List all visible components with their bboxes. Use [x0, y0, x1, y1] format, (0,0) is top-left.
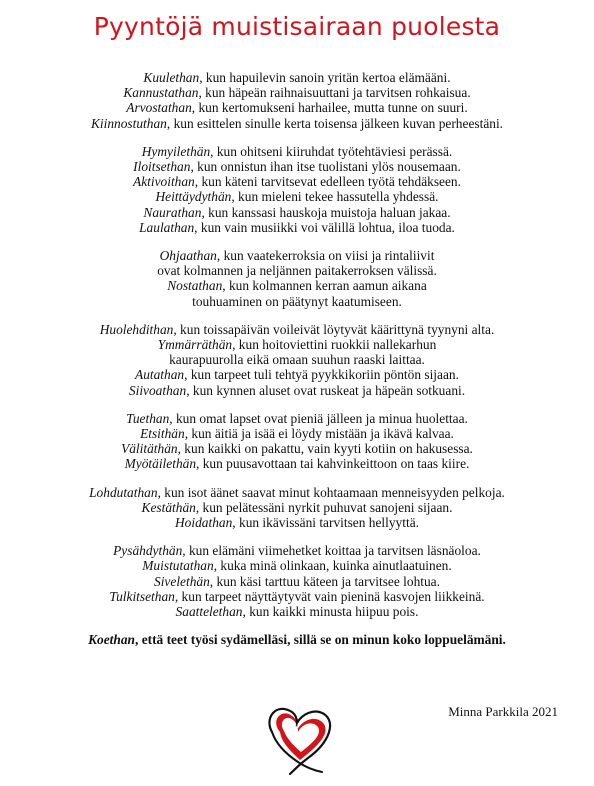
- poem-line: [0, 220, 594, 235]
- poem-line-lead: Naurathan: [143, 204, 202, 220]
- poem-line: [0, 205, 594, 220]
- poem-line-text: , kun kanssasi hauskoja muistoja haluan jakaa.: [201, 204, 451, 220]
- poem-line-text: , kun kaikki minusta hiipuu pois.: [242, 604, 419, 620]
- poem-line-text: kaurapuurolla eikä omaan suuhun raaski laittaa.: [169, 352, 425, 368]
- poem-line: [0, 263, 594, 278]
- poem-line-text: , kun pelätessäni nyrkit puhuvat sanojeni sijaan.: [195, 499, 453, 515]
- poem-line: [0, 294, 594, 309]
- poem-line-text: , kun tarpeet näyttäytyvät vain pieninä kasvojen liikkeinä.: [174, 588, 485, 604]
- poem-line-lead: Autathan: [135, 367, 185, 383]
- poem-line: [0, 352, 594, 367]
- poem-line-lead: Ohjaathan: [159, 248, 217, 264]
- poem-line-lead: Tuethan: [126, 410, 170, 426]
- poem-line-lead: Ymmärräthän: [157, 337, 233, 353]
- poem-line-lead: Muistutathan: [142, 558, 214, 574]
- poem-line: [0, 441, 594, 456]
- poem-line: [0, 604, 594, 619]
- poem-line: [0, 322, 594, 337]
- poem-line: [0, 100, 594, 115]
- poem-line-lead: Lohdutathan: [89, 484, 158, 500]
- heart-ribbon-icon: [252, 690, 342, 780]
- poem-line-lead: Sivelethän: [154, 573, 210, 589]
- poem-line: [0, 456, 594, 471]
- poem-line-text: , kun ikävissäni tarvitsen hellyyttä.: [232, 515, 419, 531]
- poem-line: [0, 278, 594, 293]
- poem-line-lead: Kuulethan: [143, 70, 200, 85]
- poem-line: [0, 426, 594, 441]
- poem-line-lead: Arvostathan: [126, 100, 192, 116]
- poem-line-text: , kun kolmannen kerran aamun aikana: [222, 278, 427, 294]
- poem-line-text: , kun isot äänet saavat minut kohtaamaan menneisyyden pelkoja.: [157, 484, 505, 500]
- poem-line: [0, 543, 594, 558]
- poem-line-text: , kun puusavottaan tai kahvinkeittoon on taas kiire.: [196, 456, 470, 472]
- poem-line-lead: Huolehdithan: [99, 321, 174, 337]
- poem-line: [0, 85, 594, 100]
- page-title: Pyyntöjä muistisairaan puolesta: [93, 12, 501, 41]
- poem-line-text: , kun ohitseni kiiruhdat työtehtäviesi perässä.: [210, 143, 453, 159]
- poem-line-lead: Saattelethan: [175, 604, 243, 620]
- poem-line: [0, 337, 594, 352]
- stanza: [0, 144, 594, 235]
- poem-line-text: , kun elämäni viimehetket koittaa ja tarvitsen läsnäoloa.: [182, 543, 481, 559]
- closing-line-lead: Koethan: [88, 632, 135, 648]
- poem-line-text: ovat kolmannen ja neljännen paitakerroksen välissä.: [157, 263, 437, 279]
- poem-line-lead: Kannustathan: [123, 85, 199, 101]
- poem-line: [0, 144, 594, 159]
- poem-line-lead: Tulkitsethan: [109, 588, 175, 604]
- poem-line-lead: Iloitsethan: [133, 159, 191, 175]
- poem-line: [0, 116, 594, 131]
- poem-line: [0, 159, 594, 174]
- poem-line-lead: Hymyilethän: [141, 143, 211, 159]
- poem-line-lead: Etsithän: [140, 426, 185, 442]
- stanza: [0, 70, 594, 131]
- poem-line-lead: Hoidathan: [175, 515, 233, 531]
- poem-line-text: , kun äitiä ja isää ei löydy mistään ja ikävä kalvaa.: [184, 426, 454, 442]
- poem-line-text: , kun mieleni tekee hassutella yhdessä.: [231, 189, 439, 205]
- poem-line-text: , kuka minä olinkaan, kuinka ainutlaatuinen.: [213, 558, 452, 574]
- poem: [0, 70, 594, 648]
- poem-line-lead: Välitäthän: [121, 441, 178, 457]
- poem-line-text: , kun vaatekerroksia on viisi ja rintaliivit: [216, 248, 435, 264]
- poem-line-lead: Kestäthän: [141, 499, 196, 515]
- poem-line-text: , kun hapuilevin sanoin yritän kertoa elämääni.: [199, 70, 451, 85]
- poem-line-lead: Siivoathan: [128, 382, 187, 398]
- poem-line: [0, 485, 594, 500]
- closing-line: [0, 632, 594, 647]
- poem-line-text: , kun kertomukseni harhailee, mutta tunne on suuri.: [191, 100, 468, 116]
- poem-line-lead: Kiinnostuthan: [90, 115, 167, 131]
- poem-line: [0, 574, 594, 589]
- poem-line-lead: Laulathan: [139, 219, 195, 235]
- author-signature: Minna Parkkila 2021: [448, 704, 558, 719]
- poem-line-text: , kun kynnen aluset ovat ruskeat ja häpeän sotkuani.: [186, 382, 466, 398]
- poem-line-text: , kun hoitoviettini ruokkii nallekarhun: [232, 337, 437, 353]
- poem-line: [0, 189, 594, 204]
- poem-line-text: , kun vain musiikki voi välillä lohtua, iloa tuoda.: [194, 219, 455, 235]
- poem-line-lead: Nostathan: [167, 278, 223, 294]
- poem-line: [0, 248, 594, 263]
- poem-line-text: , kun onnistun ihan itse tuolistani ylös nousemaan.: [190, 159, 461, 175]
- poem-line-lead: Pysähdythän: [113, 543, 183, 559]
- poem-line-text: , kun häpeän raihnaisuuttani ja tarvitsen rohkaisua.: [198, 85, 471, 101]
- poem-line: [0, 367, 594, 382]
- poem-line: [0, 558, 594, 573]
- poem-line-text: , kun omat lapset ovat pieniä jälleen ja minua huolettaa.: [169, 410, 468, 426]
- stanza: [0, 248, 594, 309]
- stanza: [0, 543, 594, 619]
- stanza: [0, 485, 594, 531]
- poem-line: [0, 589, 594, 604]
- poem-line-text: , kun käteni tarvitsevat edelleen työtä tehdäkseen.: [194, 174, 461, 190]
- stanza: [0, 411, 594, 472]
- poem-line-text: , kun tarpeet tuli tehtyä pyykkikoriin pöntön sijaan.: [184, 367, 459, 383]
- poem-line: [0, 500, 594, 515]
- poem-line: [0, 515, 594, 530]
- poem-line-lead: Aktivoithan: [133, 174, 195, 190]
- poem-line-text: , kun kaikki on pakattu, vain kyyti kotiin on hakusessa.: [177, 441, 473, 457]
- poem-line-lead: Heittäydythän: [155, 189, 232, 205]
- poem-line-text: , kun esittelen sinulle kerta toisensa jälkeen kuvan perheestäni.: [166, 115, 504, 131]
- poem-line: [0, 174, 594, 189]
- poem-line-text: touhuaminen on päätynyt kaatumiseen.: [192, 293, 402, 309]
- poem-line: [0, 411, 594, 426]
- poem-line: [0, 70, 594, 85]
- poem-line: [0, 383, 594, 398]
- poem-line-lead: Myötäilethän: [124, 456, 197, 472]
- closing-line-text: , että teet työsi sydämelläsi, sillä se on minun koko loppuelämäni.: [135, 632, 506, 648]
- poem-line-text: , kun toissapäivän voileivät löytyvät käärittynä tyynyni alta.: [173, 321, 495, 337]
- stanza: [0, 322, 594, 398]
- poem-line-text: , kun käsi tarttuu käteen ja tarvitsee lohtua.: [209, 573, 440, 589]
